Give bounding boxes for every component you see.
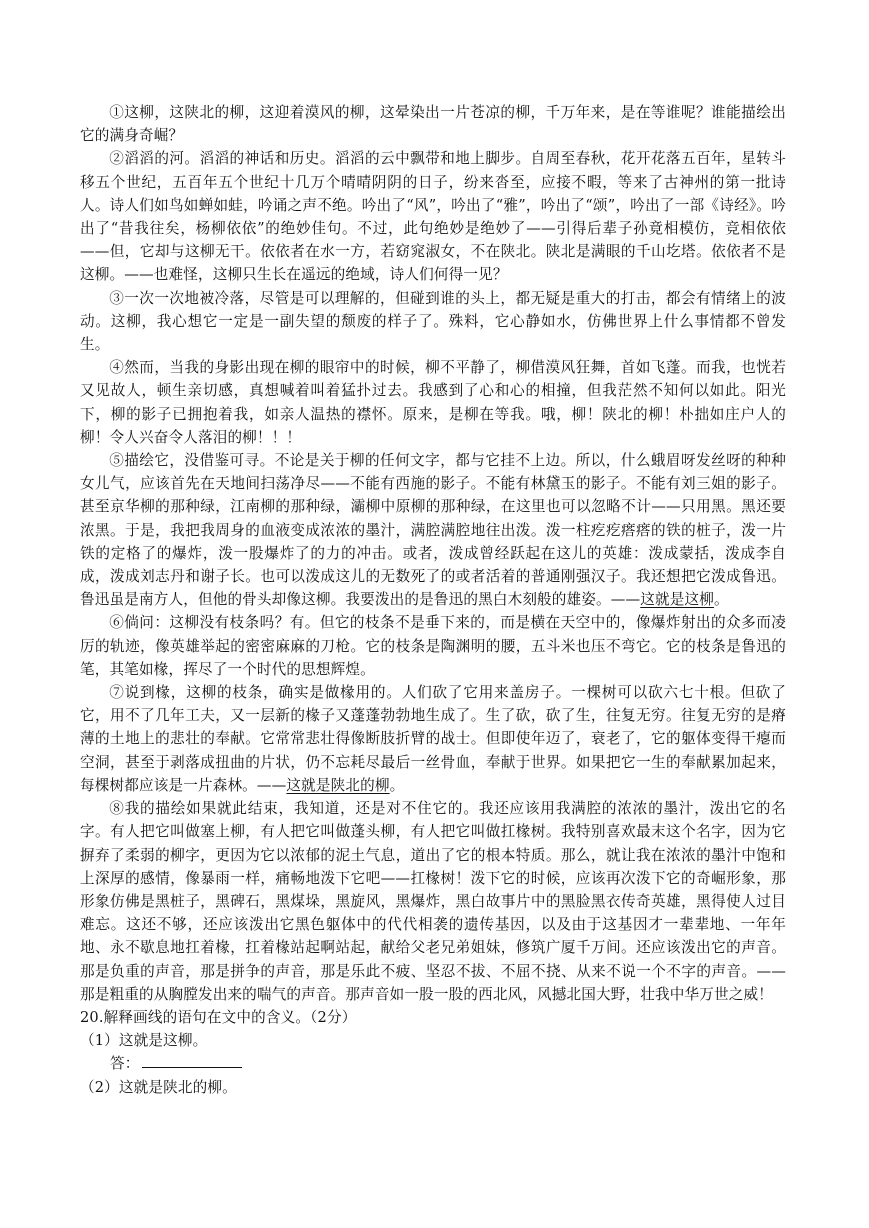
document-page xyxy=(80,101,786,1099)
paragraph-7-text: ⑦说到椽，这柳的枝条，确实是做椽用的。人们砍了它用来盖房子。一棵树可以砍六七十根。但砍了它，用不了几年工夫，又一层新的椽子又蓬蓬勃勃地生成了。生了砍，砍了生，往复无穷。往复无穷的是瘠薄的土地上的悲壮的奉献。它常常悲壮得像断肢折臂的战士。但即使年迈了，衰老了，它的躯体变得干瘪而空洞，甚至于剥落成扭曲的片状，仍不忘耗尽最后一丝骨血，奉献于世界。如果把它一生的奉献累加起来，每棵树都应该是一片森林。—— xyxy=(80,684,786,794)
paragraph-7-end: 。 xyxy=(389,776,405,794)
paragraph-6: ⑥倘问：这柳没有枝条吗？有。但它的枝条不是垂下来的，而是横在天空中的，像爆炸射出的众多而凌厉的轨迹，像英雄举起的密密麻麻的刀枪。它的枝条是陶渊明的腰，五斗米也压不弯它。它的枝条是鲁迅的笔，其笔如椽，挥尽了一个时代的思想辉煌。 xyxy=(80,614,786,678)
paragraph-4: ④然而，当我的身影出现在柳的眼帘中的时候，柳不平静了，柳借漠风狂舞，首如飞蓬。而我，也恍若又见故人，顿生亲切感，真想喊着叫着猛扑过去。我感到了心和心的相撞，但我茫然不知何以如此。阳光下，柳的影子已拥抱着我，如亲人温热的襟怀。原来，是柳在等我。哦，柳！陕北的柳！朴拙如庄户人的柳！令人兴奋令人落泪的柳！！！ xyxy=(80,359,786,446)
paragraph-1: ①这柳，这陕北的柳，这迎着漠风的柳，这晕染出一片苍凉的柳，千万年来，是在等谁呢？谁能描绘出它的满身奇崛？ xyxy=(80,104,786,145)
sub-question-2: （2）这就是陕北的柳。 xyxy=(80,1078,237,1096)
answer-blank[interactable] xyxy=(142,1053,242,1068)
underlined-sentence-1: 这就是这柳 xyxy=(640,591,714,609)
paragraph-5 xyxy=(80,449,786,611)
paragraph-3: ③一次一次地被冷落，尽管是可以理解的，但碰到谁的头上，都无疑是重大的打击，都会有情绪上的波动。这柳，我心想它一定是一副失望的颓废的样子了。殊料，它心静如水，仿佛世界上什么事情都不曾发生。 xyxy=(80,289,786,354)
question-title: 20.解释画线的语句在文中的含义。（2分） xyxy=(80,1008,357,1026)
sub-question-1: （1）这就是这柳。 xyxy=(80,1032,208,1050)
underlined-sentence-2: 这就是陕北的柳 xyxy=(286,776,390,794)
paragraph-2: ②滔滔的河。滔滔的神话和历史。滔滔的云中飘带和地上脚步。自周至春秋，花开花落五百年，星转斗移五个世纪，五百年五个世纪十几万个晴晴阴阴的日子，纷来沓至，应接不暇，等来了古神州的第一批诗人。诗人们如鸟如蝉如蛙，吟诵之声不绝。吟出了“风”，吟出了“雅”，吟出了“颂”，吟出了一部《诗经》。吟出了“昔我往矣，杨柳依依”的绝妙佳句。不过，此句绝妙是绝妙了——引得后辈子孙竟相模仿，竞相依依——但，它却与这柳无干。依依者在水一方，若窈窕淑女，不在陕北。陕北是满眼的千山圪塔。依依者不是这柳。——也难怪，这柳只生长在遥远的绝域，诗人们何得一见？ xyxy=(80,150,786,284)
answer-line xyxy=(80,1052,786,1075)
paragraph-8: ⑧我的描绘如果就此结束，我知道，还是对不住它的。我还应该用我满腔的浓浓的墨汁，泼出它的名字。有人把它叫做塞上柳，有人把它叫做蓬头柳，有人把它叫做扛椽树。我特别喜欢最末这个名字，因为它摒弃了柔弱的柳字，更因为它以浓郁的泥土气息，道出了它的根本特质。那么，就让我在浓浓的墨汁中饱和上深厚的感情，像暴雨一样，痛畅地泼下它吧——扛椽树！泼下它的时候，应该再次泼下它的奇崛形象，那形象仿佛是黑桩子，黑碑石，黑煤垛，黑旋风，黑爆炸，黑白故事片中的黑脸黑衣传奇英雄，黑得使人过目难忘。这还不够，还应该泼出它黑色躯体中的代代相袭的遗传基因，以及由于这基因才一辈辈地、一年年地、永不歇息地扛着椽，扛着椽站起啊站起，献给父老兄弟姐妹，修筑广厦千万间。还应该泼出它的声音。那是负重的声音，那是拼争的声音，那是乐此不疲、坚忍不拔、不屈不挠、从来不说一个不字的声音。——那是粗重的从胸膛发出来的喘气的声音。那声音如一股一股的西北风，风撼北国大野，壮我中华万世之威！ xyxy=(80,800,786,1003)
paragraph-5-text: ⑤描绘它，没借鉴可寻。不论是关于柳的任何文字，都与它挂不上边。所以，什么蛾眉呀发丝呀的种种女儿气，应该首先在天地间扫荡净尽——不能有西施的影子。不能有林黛玉的影子。不能有刘三姐的影子。甚至京华柳的那种绿，江南柳的那种绿，灞柳中原柳的那种绿，在这里也可以忽略不计——只用黑。黑还要浓黑。于是，我把我周身的血液变成浓浓的墨汁，满腔满腔地往出泼。泼一柱疙疙瘩瘩的铁的桩子，泼一片铁的定格了的爆炸，泼一股爆炸了的力的冲击。或者，泼成曾经跃起在这儿的英雄：泼成蒙括，泼成李自成，泼成刘志丹和谢子长。也可以泼成这儿的无数死了的或者活着的普通刚强汉子。我还想把它泼成鲁迅。鲁迅虽是南方人，但他的骨头却像这柳。我要泼出的是鲁迅的黑白木刻般的雄姿。—— xyxy=(80,452,786,609)
paragraph-5-end: 。 xyxy=(714,591,729,609)
answer-label: 答： xyxy=(110,1055,140,1073)
paragraph-7 xyxy=(80,681,786,797)
